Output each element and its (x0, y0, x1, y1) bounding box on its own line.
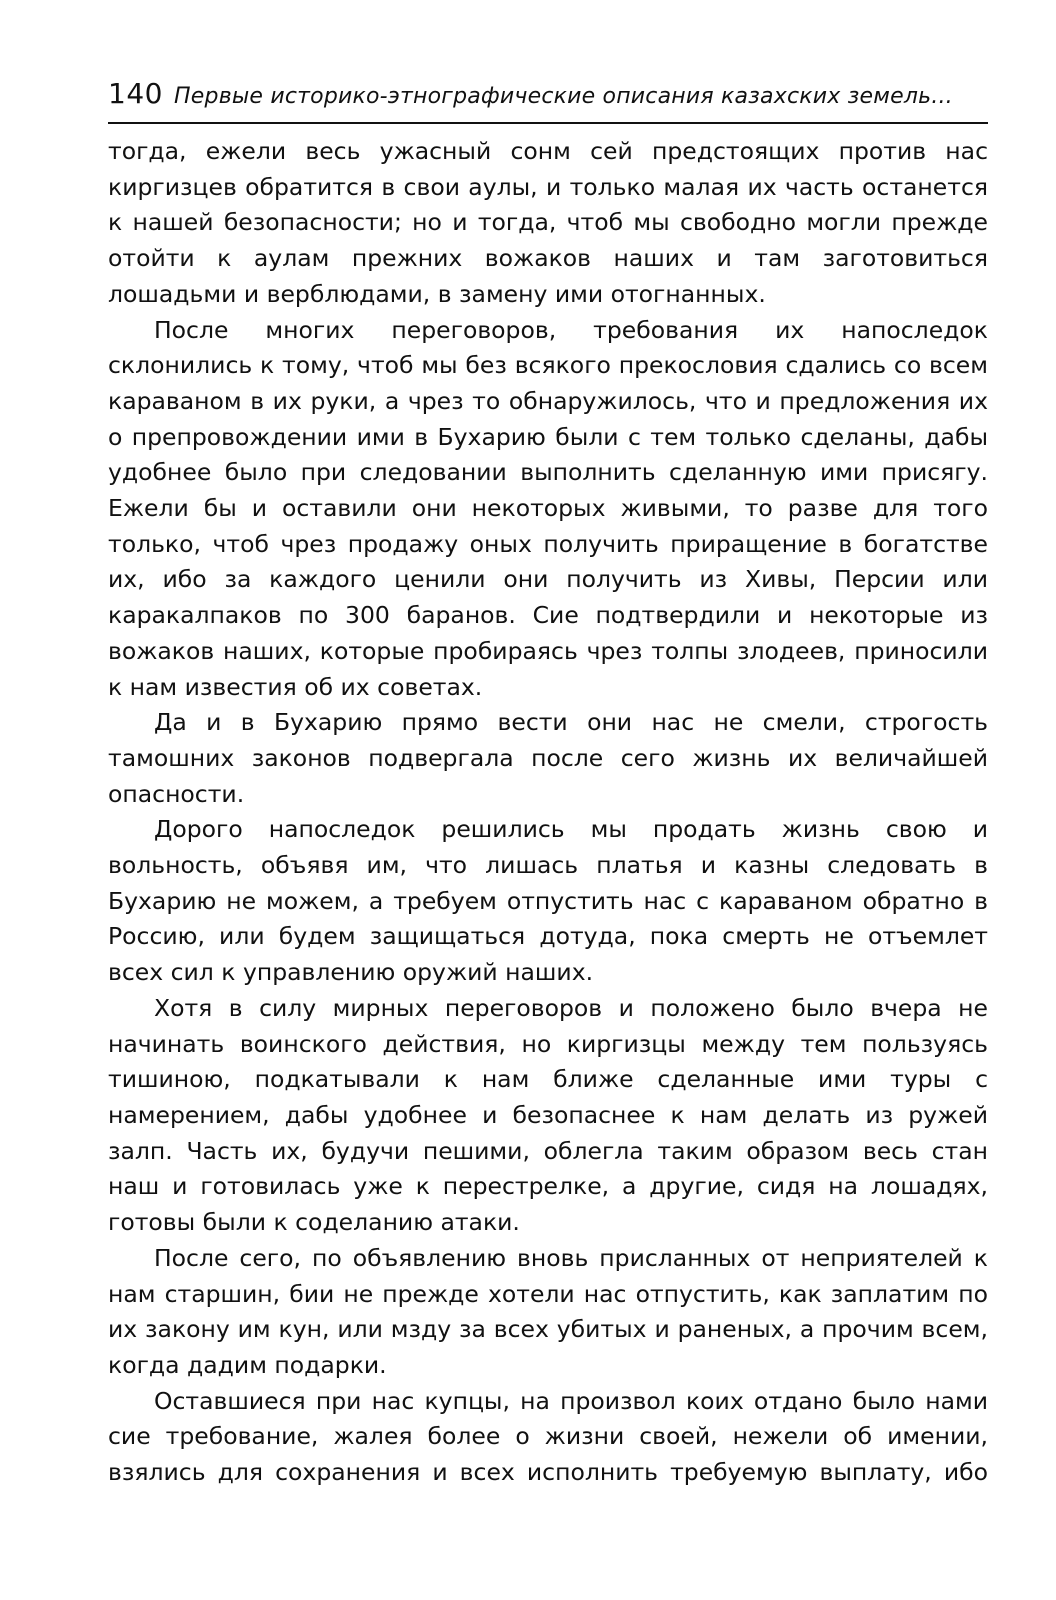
paragraph-6: После сего, по объявлению вновь присланных от неприятелей к нам старшин, бии не прежде хотели нас отпустить, как заплатим по их закону им кун, или мзду за всех убитых и раненых, а прочим всем, когда дадим подарки. (108, 1243, 988, 1379)
paragraph-5: Хотя в силу мирных переговоров и положено было вчера не начинать воинского действия, но киргизцы между тем пользуясь тишиною, подкатывали к нам ближе сделанные ими туры с намерением, дабы удобнее и безопаснее к нам делать из ружей залп. Часть их, будучи пешими, облегла таким образом весь стан наш и готовилась уже к перестрелке, а другие, сидя на лошадях, готовы были к соделанию атаки. (108, 993, 988, 1237)
paragraph-1: тогда, ежели весь ужасный сонм сей предстоящих против нас киргизцев обратится в свои аулы, и только малая их часть останется к нашей безопасности; но и тогда, чтоб мы свободно могли прежде отойти к аулам прежних вожаков наших и там заготовиться лошадьми и верблюдами, в замену ими отогнанных. (108, 137, 988, 308)
paragraph-7: Оставшиеся при нас купцы, на произвол коих отдано было нами сие требование, жалея более о жизни своей, нежели об имении, взялись для сохранения и всех исполнить требуемую выплату, ибо (108, 1386, 988, 1487)
body-text (108, 134, 988, 1491)
paragraph-3: Да и в Бухарию прямо вести они нас не смели, строгость тамошних законов подвергала после сего жизнь их величайшей опасности. (108, 708, 988, 808)
paragraph-4: Дорого напоследок решились мы продать жизнь свою и вольность, объявя им, что лишась платья и казны следовать в Бухарию не можем, а требуем отпустить нас с караваном обратно в Россию, или будем защищаться дотуда, пока смерть не отъемлет всех сил к управлению оружий наших. (108, 815, 988, 987)
running-title: Первые историко-этнографические описания казахских земель... (174, 84, 953, 109)
header-rule (108, 122, 988, 124)
paragraph-2: После многих переговоров, требования их напоследок склонились к тому, чтоб мы без всякого прекословия сдались со всем караваном в их руки, а чрез то обнаружилось, что и предложения их о препровождении ими в Бухарию были с тем только сделаны, дабы удобнее было при следовании выполнить сделанную ими присягу. Ежели бы и оставили они некоторых живыми, то разве для того только, чтоб чрез продажу оных получить приращение в богатстве их, ибо за каждого ценили они получить из Хивы, Персии или каракалпаков по 300 баранов. Сие подтвердили и некоторые из вожаков наших, которые пробираясь чрез толпы злодеев, приносили к нам известия об их советах. (108, 315, 988, 701)
book-page (108, 72, 988, 1491)
page-number: 140 (108, 77, 163, 110)
running-head (108, 72, 988, 116)
